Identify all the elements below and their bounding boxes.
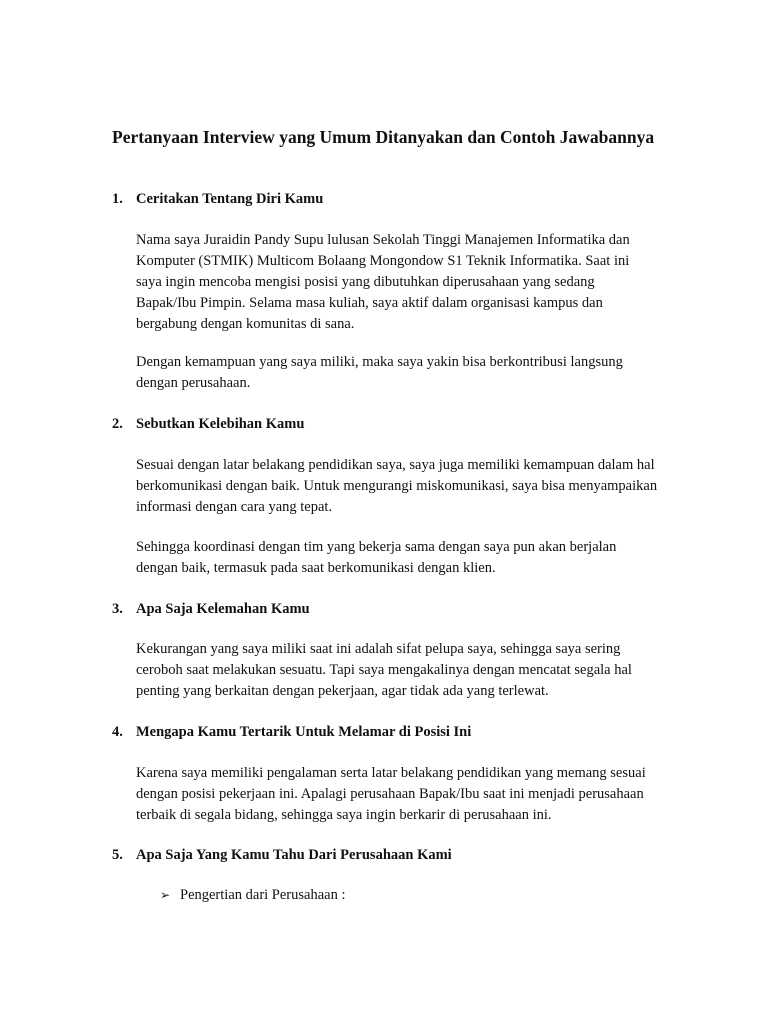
paragraph-line: Sesuai dengan latar belakang pendidikan saya, saya juga memiliki kemampuan dalam hal [136,457,655,473]
section-4-paragraph-1 [112,763,712,826]
section-2-paragraph-2 [112,537,712,579]
bullet-text: Pengertian dari Perusahaan : [180,887,346,903]
paragraph-line: dengan baik, termasuk pada saat berkomunikasi dengan klien. [136,560,496,576]
section-heading [112,845,712,866]
section-number: 2. [112,416,123,432]
paragraph-line: saya ingin mencoba mengisi posisi yang dibutuhkan diperusahaan yang sedang [136,274,595,290]
paragraph-line: Nama saya Juraidin Pandy Supu lulusan Sekolah Tinggi Manajemen Informatika dan [136,232,630,248]
section-number: 1. [112,191,123,207]
section-1-paragraph-1 [112,230,712,335]
paragraph-line: Dengan kemampuan yang saya miliki, maka saya yakin bisa berkontribusi langsung [136,354,623,370]
section-title: Sebutkan Kelebihan Kamu [136,416,305,432]
paragraph-line: Kekurangan yang saya miliki saat ini adalah sifat pelupa saya, sehingga saya sering [136,641,621,657]
paragraph-line: Komputer (STMIK) Multicom Bolaang Mongondow S1 Teknik Informatika. Saat ini [136,253,630,269]
paragraph-line: informasi dengan cara yang tepat. [136,499,333,515]
section-3 [112,599,712,620]
arrow-bullet-icon: ➢ [160,888,171,902]
section-heading [112,414,712,435]
section-1 [112,189,712,210]
paragraph-line: bergabung dengan komunitas di sana. [136,316,355,332]
section-3-paragraph-1 [112,639,712,702]
section-title: Apa Saja Kelemahan Kamu [136,601,310,617]
paragraph-line: dengan perusahaan. [136,375,251,391]
section-4 [112,722,712,743]
paragraph-line: Karena saya memiliki pengalaman serta latar belakang pendidikan yang memang sesuai [136,765,646,781]
section-heading [112,722,712,743]
section-number: 3. [112,601,123,617]
section-number: 4. [112,724,123,740]
section-5-bullets [112,885,712,906]
section-title: Mengapa Kamu Tertarik Untuk Melamar di Posisi Ini [136,724,472,740]
paragraph-line: terbaik di segala bidang, sehingga saya ingin berkarir di perusahaan ini. [136,807,552,823]
paragraph-line: ceroboh saat melakukan sesuatu. Tapi saya mengakalinya dengan mencatat segala hal [136,662,632,678]
section-heading [112,189,712,210]
section-title: Ceritakan Tentang Diri Kamu [136,191,324,207]
section-5 [112,845,712,866]
paragraph-line: penting yang berkaitan dengan pekerjaan, agar tidak ada yang terlewat. [136,683,549,699]
document-title: Pertanyaan Interview yang Umum Ditanyakan dan Contoh Jawabannya [112,127,655,147]
section-number: 5. [112,847,123,863]
bullet-item [112,885,712,906]
section-heading [112,599,712,620]
paragraph-line: berkomunikasi dengan baik. Untuk mengurangi miskomunikasi, saya bisa menyampaikan [136,478,658,494]
paragraph-line: Bapak/Ibu Pimpin. Selama masa kuliah, saya aktif dalam organisasi kampus dan [136,295,603,311]
paragraph-line: dengan posisi pekerjaan ini. Apalagi perusahaan Bapak/Ibu saat ini menjadi perusahaan [136,786,644,802]
section-2-paragraph-1 [112,455,712,518]
paragraph-line: Sehingga koordinasi dengan tim yang bekerja sama dengan saya pun akan berjalan [136,539,617,555]
section-1-paragraph-2 [112,352,712,394]
section-title: Apa Saja Yang Kamu Tahu Dari Perusahaan Kami [136,847,452,863]
section-2 [112,414,712,435]
